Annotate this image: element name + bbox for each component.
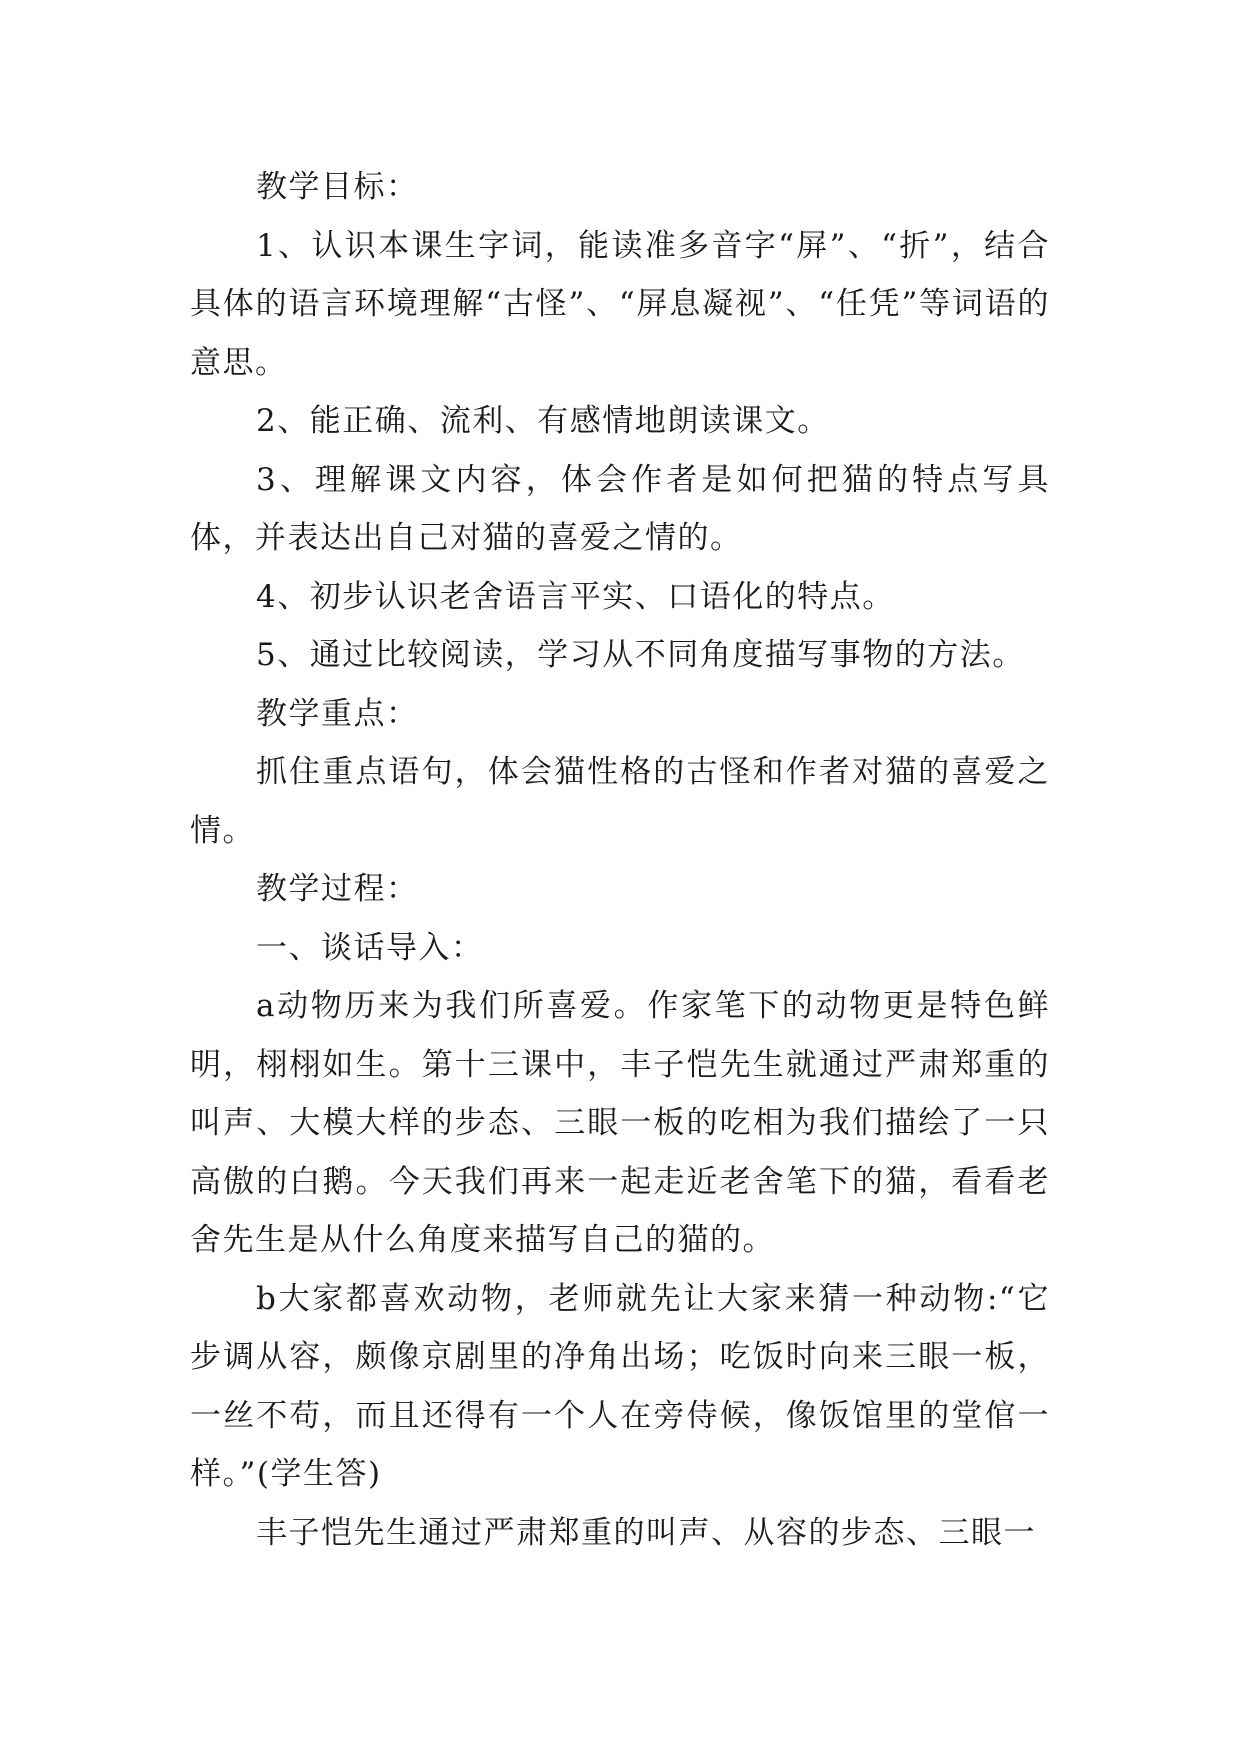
intro-paragraph-a: a动物历来为我们所喜爱。作家笔下的动物更是特色鲜明，栩栩如生。第十三课中，丰子恺先生就通过严肃郑重的叫声、大模大样的步态、三眼一板的吃相为我们描绘了一只高傲的白鹅。今天我们再来一起走近老舍笔下的猫，看看老舍先生是从什么角度来描写自己的猫的。 xyxy=(190,988,1050,1258)
heading-teaching-focus: 教学重点： xyxy=(256,695,419,732)
section-intro-heading: 一、谈话导入： xyxy=(256,929,484,966)
intro-paragraph-b: b大家都喜欢动物，老师就先让大家来猜一种动物:“它步调从容，颇像京剧里的净角出场；吃饭时向来三眼一板，一丝不苟，而且还得有一个人在旁侍候，像饭馆里的堂倌一样。”(学生答) xyxy=(190,1280,1050,1492)
goal-item-4: 4、初步认识老舍语言平实、口语化的特点。 xyxy=(256,578,895,615)
goal-item-5: 5、通过比较阅读，学习从不同角度描写事物的方法。 xyxy=(256,637,1025,673)
heading-teaching-goals: 教学目标： xyxy=(256,169,419,205)
body-paragraph: 丰子恺先生通过严肃郑重的叫声、从容的步态、三眼一 xyxy=(256,1514,1036,1551)
heading-teaching-process: 教学过程： xyxy=(256,871,419,907)
document-body xyxy=(190,158,1050,1562)
goal-item-2: 2、能正确、流利、有感情地朗读课文。 xyxy=(256,403,830,439)
goal-item-3: 3、理解课文内容，体会作者是如何把猫的特点写具体，并表达出自己对猫的喜爱之情的。 xyxy=(190,461,1050,556)
goal-item-1: 1、认识本课生字词，能读准多音字“屏”、“折”，结合具体的语言环境理解“古怪”、“屏息凝视”、“任凭”等词语的意思。 xyxy=(190,227,1050,381)
focus-text: 抓住重点语句，体会猫性格的古怪和作者对猫的喜爱之情。 xyxy=(190,754,1050,849)
